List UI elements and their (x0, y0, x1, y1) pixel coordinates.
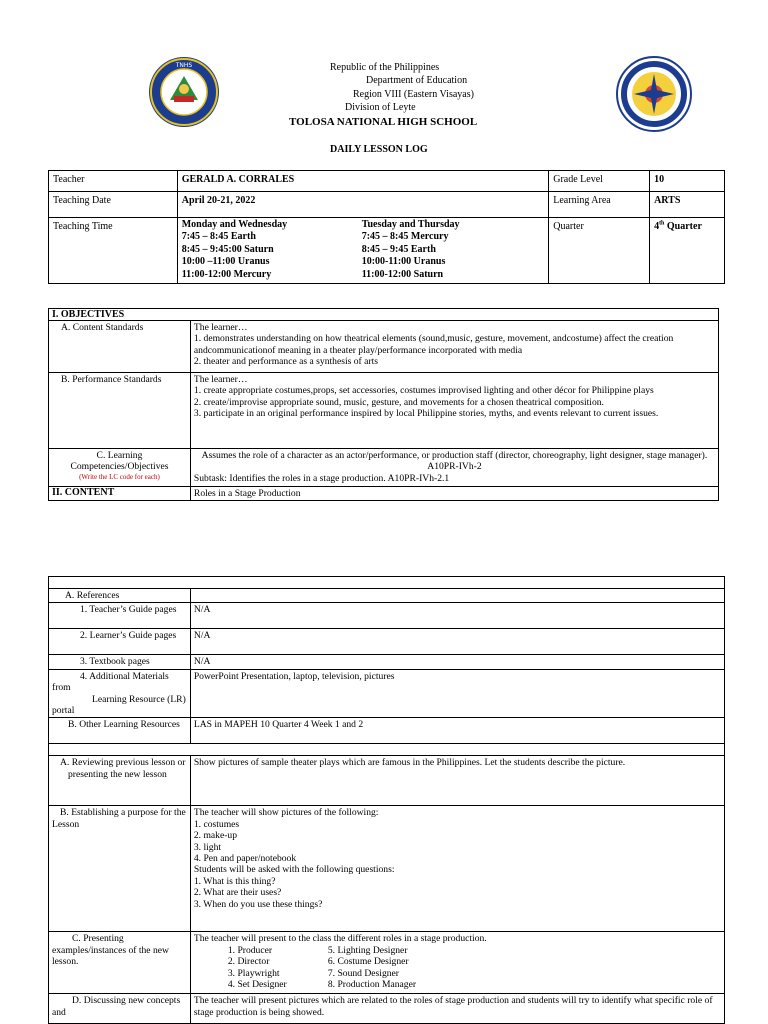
text-line: presenting the new lesson (68, 768, 167, 780)
roles-list (194, 945, 721, 991)
performance-standards (190, 373, 718, 449)
schedule-line: 8:45 – 9:45 Earth (361, 243, 436, 255)
header-region: Region VIII (Eastern Visayas) (353, 89, 474, 100)
role-item: 2. Director (227, 956, 270, 968)
grade-value: 10 (650, 171, 725, 192)
learning-competencies (190, 449, 718, 487)
lc-note: (Write the LC code for each) (79, 472, 160, 481)
text-line: 2. make-up (193, 830, 238, 842)
teacher-value: GERALD A. CORRALES (177, 171, 549, 192)
text-line: 2. theater and performance as a synthesis of arts (193, 356, 378, 368)
performance-standards-label: B. Performance Standards (49, 373, 191, 449)
purpose-value (190, 806, 724, 932)
text-line: The teacher will show pictures of the following: (193, 807, 379, 819)
school-name: TOLOSA NATIONAL HIGH SCHOOL (289, 116, 478, 128)
school-seal (148, 56, 220, 128)
lc-sub: Subtask: Identifies the roles in a stage production. A10PR-IVh-2.1 (193, 472, 450, 484)
content-standards (190, 321, 718, 373)
role-item: 4. Set Designer (227, 979, 287, 991)
info-table (48, 170, 725, 284)
reviewing-value: Show pictures of sample theater plays which are famous in the Philippines. Let the students describe the picture. (190, 756, 724, 806)
text-line: 1. create appropriate costumes,props, set accessories, costumes improvised lighting and other décor for Philippine plays (193, 385, 654, 397)
schedule-line: 10:00-11:00 Uranus (361, 256, 446, 268)
teachers-guide-label: 1. Teacher’s Guide pages (49, 603, 191, 629)
blank-row (49, 577, 725, 589)
schedule-line: 7:45 – 8:45 Mercury (361, 231, 449, 243)
text-line: The learner… (193, 374, 248, 385)
schedule-line: 7:45 – 8:45 Earth (181, 231, 256, 243)
presenting-value (190, 932, 724, 994)
text-line: 2. What are their uses? (193, 887, 282, 899)
discussing-value: The teacher will present pictures which are related to the roles of stage production and students will try to identify what specific role of stage production is being showed. (190, 994, 724, 1024)
references-value (190, 589, 724, 603)
school-seal-icon (148, 56, 220, 128)
text-line: 4. Additional Materials from (52, 670, 169, 694)
presenting-label: C. Presenting examples/instances of the new lesson. (49, 932, 191, 994)
learners-guide-label: 2. Learner’s Guide pages (49, 629, 191, 655)
quarter-value: 4th Quarter (650, 218, 725, 284)
quarter-label: Quarter (549, 218, 650, 284)
other-resources-value: LAS in MAPEH 10 Quarter 4 Week 1 and 2 (190, 718, 724, 744)
resources-table (48, 576, 725, 1024)
lc-main: Assumes the role of a character as an actor/performance, or production staff (director, choreography, light designer, stage manager). A10PR-IVh-2 (201, 450, 708, 473)
area-label: Learning Area (549, 192, 650, 218)
additional-materials-label (49, 669, 191, 718)
content-standards-label: A. Content Standards (49, 321, 191, 373)
header-department: Department of Education (366, 75, 468, 86)
schedule-mw (182, 219, 362, 281)
text-line: 4. Pen and paper/notebook (193, 853, 297, 865)
other-resources-label: B. Other Learning Resources (49, 718, 191, 744)
header-division: Division of Leyte (345, 102, 416, 113)
text-line: 1. costumes (193, 818, 240, 830)
text-line: The teacher will present to the class the different roles in a stage production. (193, 933, 487, 945)
grade-label: Grade Level (549, 171, 650, 192)
text-line: Students will be asked with the following questions: (193, 864, 395, 876)
role-item: 8. Production Manager (327, 979, 417, 991)
teacher-label: Teacher (49, 171, 178, 192)
learning-competencies-label-cell (49, 449, 191, 487)
role-item: 6. Costume Designer (327, 956, 409, 968)
schedule-line: 11:00-12:00 Saturn (361, 268, 444, 280)
text-line: The learner… (193, 322, 248, 333)
text-line: A. Reviewing previous lesson or (60, 757, 186, 769)
content-topic: Roles in a Stage Production (190, 487, 718, 501)
doc-title: DAILY LESSON LOG (330, 144, 428, 155)
area-value: ARTS (650, 192, 725, 218)
text-line: 3. participate in an original performance inspired by local Philippine stories, myths, and events relevant to current issues. (193, 408, 659, 420)
learning-competencies-label: C. Learning Competencies/Objectives (70, 450, 169, 473)
blank-row (49, 744, 725, 756)
objectives-table (48, 308, 719, 501)
reviewing-label (49, 756, 191, 806)
role-item: 7. Sound Designer (327, 967, 399, 979)
roles-right (328, 945, 416, 991)
content-heading: II. CONTENT (49, 487, 191, 501)
roles-left (228, 945, 328, 991)
date-label: Teaching Date (49, 192, 178, 218)
objectives-heading: I. OBJECTIVES (49, 309, 719, 321)
learners-guide-value: N/A (190, 629, 724, 655)
text-line: 1. demonstrates understanding on how theatrical elements (sound,music, gesture, movement, andcostume) affect the creation andcommunicationof meaning in a theater play/performance incorporated with media (193, 333, 674, 356)
teachers-guide-value: N/A (190, 603, 724, 629)
time-label: Teaching Time (49, 218, 178, 284)
deped-seal (616, 56, 692, 132)
schedule-tt-head: Tuesday and Thursday (361, 219, 460, 230)
purpose-label: B. Establishing a purpose for the Lesson (49, 806, 191, 932)
textbook-label: 3. Textbook pages (49, 655, 191, 669)
schedule-line: 11:00-12:00 Mercury (181, 268, 272, 280)
role-item: 3. Playwright (227, 967, 280, 979)
deped-seal-icon (616, 56, 692, 132)
schedule-line: 10:00 –11:00 Uranus (181, 256, 270, 268)
references-label: A. References (49, 589, 191, 603)
additional-materials-value: PowerPoint Presentation, laptop, television, pictures (190, 669, 724, 718)
date-value: April 20-21, 2022 (177, 192, 549, 218)
text-line: 2. create/improvise appropriate sound, music, gesture, and movements for a chosen theatrical composition. (193, 396, 604, 408)
text-line: 3. When do you use these things? (193, 898, 323, 910)
text-line: 3. light (193, 841, 222, 853)
schedule-line: 8:45 – 9:45:00 Saturn (181, 243, 274, 255)
schedule-cell (177, 218, 549, 284)
schedule-mw-head: Monday and Wednesday (181, 219, 288, 230)
textbook-value: N/A (190, 655, 724, 669)
schedule-tt (362, 219, 460, 281)
text-line: Learning Resource (LR) portal (52, 693, 186, 717)
header-republic: Republic of the Philippines (330, 62, 440, 73)
discussing-label: D. Discussing new concepts and (49, 994, 191, 1024)
text-line: 1. What is this thing? (193, 875, 276, 887)
role-item: 1. Producer (227, 944, 273, 956)
svg-text:TNHS: TNHS (175, 62, 193, 69)
role-item: 5. Lighting Designer (327, 944, 408, 956)
